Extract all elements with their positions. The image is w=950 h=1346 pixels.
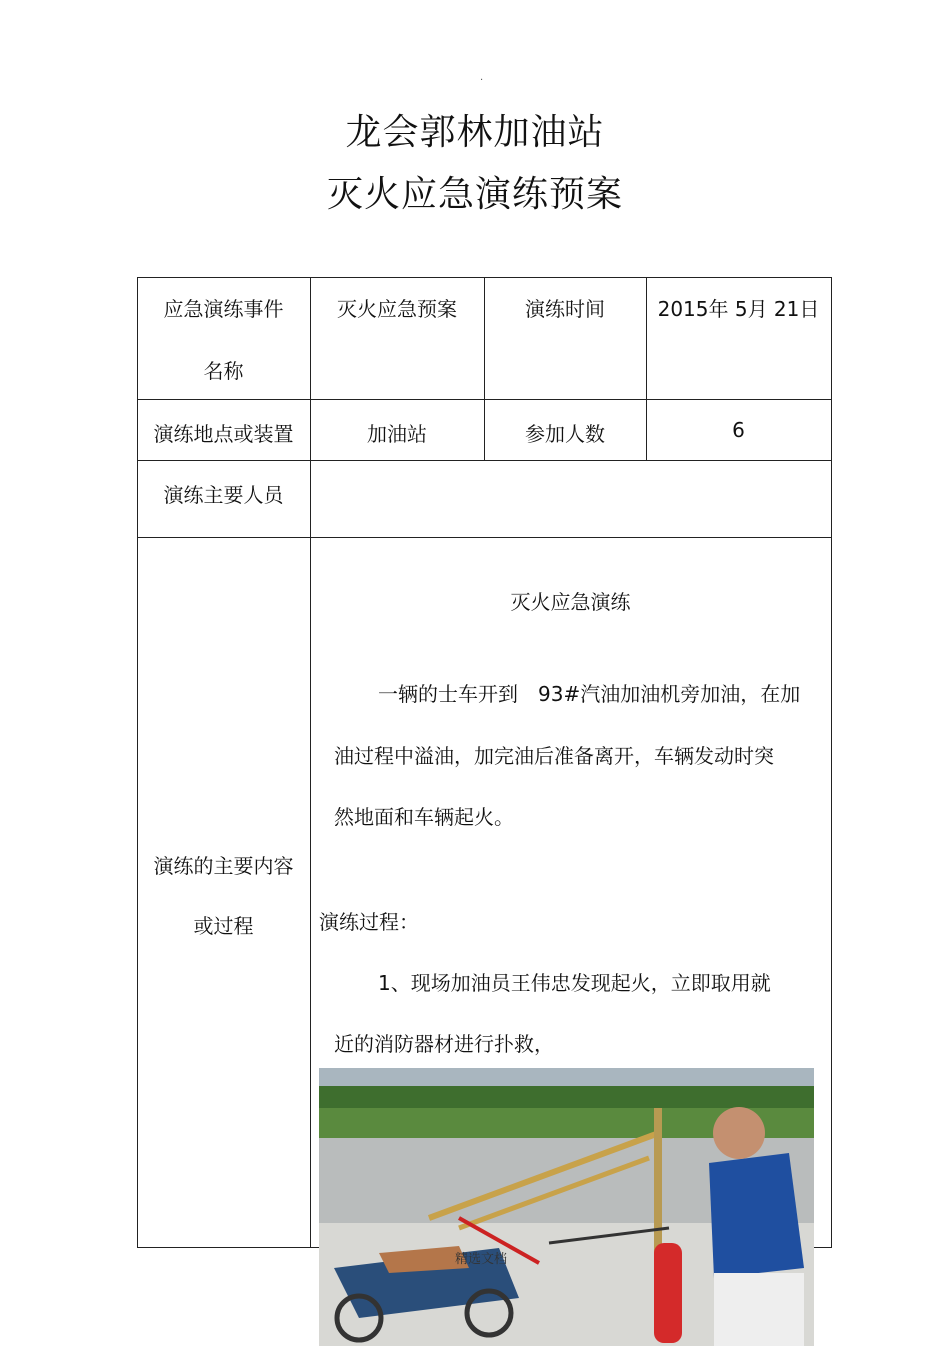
scenario-line-2: 油过程中溢油，加完油后准备离开，车辆发动时突 bbox=[334, 744, 774, 768]
content-label-line1: 演练的主要内容 bbox=[153, 854, 294, 878]
page-title: 龙会郭林加油站 bbox=[345, 112, 605, 153]
process-label: 演练过程： bbox=[319, 910, 419, 934]
location-label: 演练地点或装置 bbox=[153, 422, 294, 446]
scenario-line-3: 然地面和车辆起火。 bbox=[334, 805, 514, 829]
content-heading: 灭火应急演练 bbox=[510, 590, 631, 614]
personnel-label: 演练主要人员 bbox=[163, 483, 284, 507]
watermark-text: 精选文档 bbox=[455, 1252, 508, 1267]
scenario-line-1: 一辆的士车开到 93#汽油加油机旁加油，在加 bbox=[378, 682, 801, 706]
page-subtitle: 灭火应急演练预案 bbox=[326, 174, 623, 215]
participant-count-value: 6 bbox=[732, 418, 745, 442]
step1-line-1: 1、现场加油员王伟忠发现起火，立即取用就 bbox=[378, 971, 771, 995]
location-value: 加油站 bbox=[367, 422, 427, 446]
photo-fire-extinguisher-drill-icon bbox=[319, 1068, 814, 1346]
event-name-label-line2: 名称 bbox=[203, 359, 244, 383]
step1-line-2: 近的消防器材进行扑救， bbox=[334, 1032, 554, 1056]
content-label-line2: 或过程 bbox=[193, 914, 254, 938]
event-name-value: 灭火应急预案 bbox=[337, 297, 457, 321]
participant-count-label: 参加人数 bbox=[525, 422, 605, 446]
drill-photo bbox=[319, 1068, 814, 1346]
event-name-label-line1: 应急演练事件 bbox=[163, 297, 284, 321]
drill-time-label: 演练时间 bbox=[525, 297, 605, 321]
page-dot: . bbox=[480, 72, 484, 83]
drill-time-value: 2015年 5月 21日 bbox=[657, 297, 820, 321]
